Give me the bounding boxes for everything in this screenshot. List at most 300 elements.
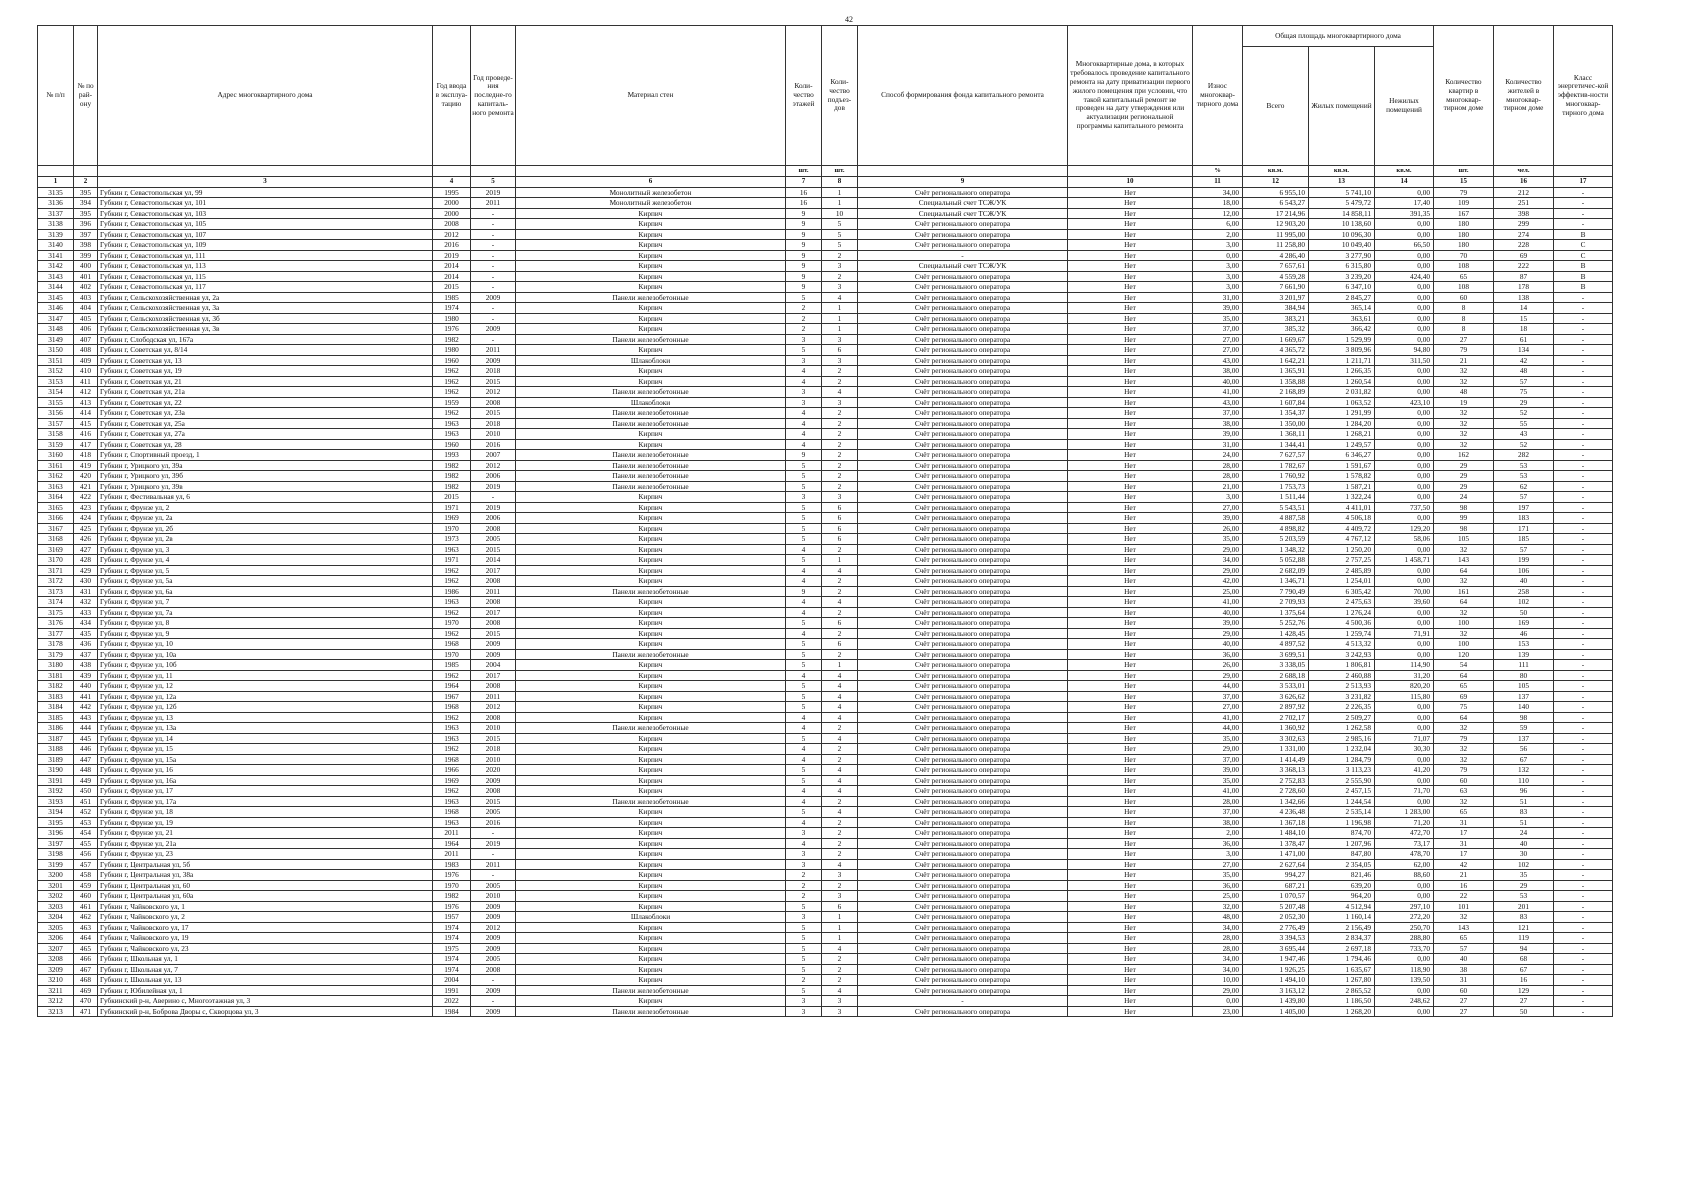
cell-year-built: 1962: [433, 607, 471, 618]
cell-residents: 51: [1494, 796, 1554, 807]
cell-area-total: 7 627,57: [1243, 450, 1309, 461]
column-numbers-row: [38, 177, 1613, 188]
cell-district-number: 449: [74, 775, 98, 786]
cell-row-number: 3147: [38, 313, 74, 324]
cell-wear: 31,00: [1193, 439, 1243, 450]
table-row: [38, 943, 1613, 954]
cell-address: Губкин г, Школьная ул, 1: [98, 954, 433, 965]
table-row: [38, 471, 1613, 482]
cell-fund-method: Счёт регионального оператора: [858, 744, 1068, 755]
cell-residents: 87: [1494, 271, 1554, 282]
cell-wear: 39,00: [1193, 765, 1243, 776]
cell-address: Губкин г, Советская ул, 22: [98, 397, 433, 408]
cell-last-repair-year: 2019: [471, 481, 516, 492]
unit-cell: [433, 166, 471, 177]
cell-wear: 10,00: [1193, 975, 1243, 986]
cell-floors: 4: [786, 439, 822, 450]
cell-area-total: 5 207,48: [1243, 901, 1309, 912]
cell-area-residential: 2 460,88: [1309, 670, 1375, 681]
cell-area-total: 1 070,57: [1243, 891, 1309, 902]
cell-energy-class: -: [1554, 544, 1613, 555]
cell-district-number: 438: [74, 660, 98, 671]
cell-energy-class: -: [1554, 397, 1613, 408]
cell-wall-material: Шлакоблоки: [516, 912, 786, 923]
cell-year-built: 1974: [433, 964, 471, 975]
cell-floors: 9: [786, 229, 822, 240]
cell-last-repair-year: 2015: [471, 544, 516, 555]
cell-fund-method: Счёт регионального оператора: [858, 1006, 1068, 1017]
cell-row-number: 3198: [38, 849, 74, 860]
cell-wear: 38,00: [1193, 366, 1243, 377]
cell-apartments: 32: [1434, 429, 1494, 440]
cell-row-number: 3138: [38, 219, 74, 230]
cell-last-repair-year: 2010: [471, 891, 516, 902]
cell-repair-required: Нет: [1068, 586, 1193, 597]
cell-entrances: 1: [822, 324, 858, 335]
cell-district-number: 421: [74, 481, 98, 492]
cell-address: Губкин г, Фрунзе ул, 14: [98, 733, 433, 744]
cell-energy-class: -: [1554, 954, 1613, 965]
cell-floors: 4: [786, 628, 822, 639]
cell-area-residential: 1 244,54: [1309, 796, 1375, 807]
cell-year-built: 1962: [433, 387, 471, 398]
cell-row-number: 3159: [38, 439, 74, 450]
cell-floors: 2: [786, 891, 822, 902]
cell-wear: 2,00: [1193, 828, 1243, 839]
cell-district-number: 409: [74, 355, 98, 366]
cell-entrances: 3: [822, 996, 858, 1007]
cell-year-built: 1982: [433, 334, 471, 345]
cell-address: Губкин г, Фрунзе ул, 5: [98, 565, 433, 576]
cell-area-total: 1 344,41: [1243, 439, 1309, 450]
table-row: [38, 597, 1613, 608]
cell-area-total: 1 484,10: [1243, 828, 1309, 839]
cell-row-number: 3193: [38, 796, 74, 807]
cell-wall-material: Панели железобетонные: [516, 292, 786, 303]
cell-energy-class: -: [1554, 796, 1613, 807]
cell-repair-required: Нет: [1068, 198, 1193, 209]
cell-area-total: 2 627,64: [1243, 859, 1309, 870]
cell-area-residential: 1 260,54: [1309, 376, 1375, 387]
table-row: [38, 544, 1613, 555]
cell-row-number: 3146: [38, 303, 74, 314]
cell-residents: 102: [1494, 859, 1554, 870]
cell-last-repair-year: -: [471, 334, 516, 345]
cell-repair-required: Нет: [1068, 628, 1193, 639]
cell-row-number: 3208: [38, 954, 74, 965]
cell-wall-material: Кирпич: [516, 765, 786, 776]
cell-area-total: 1 405,00: [1243, 1006, 1309, 1017]
cell-area-total: 7 657,61: [1243, 261, 1309, 272]
cell-address: Губкин г, Фрунзе ул, 2а: [98, 513, 433, 524]
cell-energy-class: -: [1554, 996, 1613, 1007]
table-row: [38, 975, 1613, 986]
cell-year-built: 1974: [433, 954, 471, 965]
cell-fund-method: Счёт регионального оператора: [858, 471, 1068, 482]
cell-area-total: 1 439,80: [1243, 996, 1309, 1007]
cell-last-repair-year: -: [471, 271, 516, 282]
cell-wall-material: Кирпич: [516, 744, 786, 755]
cell-entrances: 3: [822, 397, 858, 408]
cell-floors: 4: [786, 786, 822, 797]
housing-register-table: [37, 25, 1613, 1017]
cell-energy-class: -: [1554, 523, 1613, 534]
cell-district-number: 454: [74, 828, 98, 839]
cell-entrances: 3: [822, 355, 858, 366]
cell-district-number: 466: [74, 954, 98, 965]
cell-area-total: 7 661,90: [1243, 282, 1309, 293]
cell-last-repair-year: 2020: [471, 765, 516, 776]
cell-row-number: 3211: [38, 985, 74, 996]
cell-address: Губкин г, Севастопольская ул, 103: [98, 208, 433, 219]
cell-apartments: 16: [1434, 880, 1494, 891]
table-row: [38, 639, 1613, 650]
cell-apartments: 60: [1434, 985, 1494, 996]
cell-wall-material: Кирпич: [516, 681, 786, 692]
cell-wear: 27,00: [1193, 859, 1243, 870]
table-row: [38, 534, 1613, 545]
cell-row-number: 3192: [38, 786, 74, 797]
cell-entrances: 3: [822, 891, 858, 902]
cell-repair-required: Нет: [1068, 744, 1193, 755]
cell-wall-material: Кирпич: [516, 838, 786, 849]
cell-floors: 9: [786, 450, 822, 461]
cell-wall-material: Кирпич: [516, 775, 786, 786]
cell-area-total: 1 375,64: [1243, 607, 1309, 618]
cell-row-number: 3171: [38, 565, 74, 576]
cell-repair-required: Нет: [1068, 691, 1193, 702]
cell-repair-required: Нет: [1068, 796, 1193, 807]
unit-cell: кв.м.: [1243, 166, 1309, 177]
cell-district-number: 420: [74, 471, 98, 482]
cell-address: Губкин г, Фрунзе ул, 12а: [98, 691, 433, 702]
cell-wall-material: Кирпич: [516, 576, 786, 587]
cell-row-number: 3185: [38, 712, 74, 723]
cell-entrances: 6: [822, 523, 858, 534]
cell-district-number: 397: [74, 229, 98, 240]
cell-energy-class: -: [1554, 387, 1613, 398]
cell-energy-class: -: [1554, 628, 1613, 639]
cell-area-residential: 1 266,35: [1309, 366, 1375, 377]
cell-repair-required: Нет: [1068, 271, 1193, 282]
cell-district-number: 410: [74, 366, 98, 377]
cell-floors: 9: [786, 261, 822, 272]
cell-residents: 53: [1494, 460, 1554, 471]
table-row: [38, 513, 1613, 524]
cell-area-residential: 10 096,30: [1309, 229, 1375, 240]
cell-floors: 5: [786, 943, 822, 954]
cell-floors: 4: [786, 670, 822, 681]
cell-area-total: 4 559,28: [1243, 271, 1309, 282]
cell-residents: 132: [1494, 765, 1554, 776]
cell-year-built: 1966: [433, 765, 471, 776]
cell-area-total: 1 354,37: [1243, 408, 1309, 419]
cell-address: Губкин г, Фрунзе ул, 5а: [98, 576, 433, 587]
cell-fund-method: Счёт регионального оператора: [858, 303, 1068, 314]
cell-wear: 27,00: [1193, 502, 1243, 513]
cell-area-residential: 2 031,82: [1309, 387, 1375, 398]
cell-area-residential: 1 291,99: [1309, 408, 1375, 419]
table-row: [38, 208, 1613, 219]
cell-fund-method: -: [858, 250, 1068, 261]
cell-wear: 29,00: [1193, 544, 1243, 555]
cell-year-built: 1974: [433, 303, 471, 314]
cell-area-total: 1 782,67: [1243, 460, 1309, 471]
cell-area-residential: 2 555,90: [1309, 775, 1375, 786]
cell-entrances: 6: [822, 618, 858, 629]
cell-area-total: 3 695,44: [1243, 943, 1309, 954]
unit-cell: кв.м.: [1309, 166, 1375, 177]
cell-wall-material: Панели железобетонные: [516, 408, 786, 419]
cell-fund-method: Счёт регионального оператора: [858, 481, 1068, 492]
cell-energy-class: -: [1554, 313, 1613, 324]
cell-floors: 9: [786, 250, 822, 261]
cell-area-residential: 1 259,74: [1309, 628, 1375, 639]
cell-residents: 129: [1494, 985, 1554, 996]
cell-district-number: 411: [74, 376, 98, 387]
cell-wear: 31,00: [1193, 292, 1243, 303]
cell-wear: 27,00: [1193, 702, 1243, 713]
cell-floors: 5: [786, 649, 822, 660]
cell-wall-material: Кирпич: [516, 313, 786, 324]
cell-row-number: 3170: [38, 555, 74, 566]
cell-area-total: 2 897,92: [1243, 702, 1309, 713]
cell-wear: 24,00: [1193, 450, 1243, 461]
cell-area-total: 2 702,17: [1243, 712, 1309, 723]
cell-repair-required: Нет: [1068, 513, 1193, 524]
cell-area-nonresidential: 0,00: [1375, 775, 1434, 786]
cell-repair-required: Нет: [1068, 775, 1193, 786]
cell-fund-method: Счёт регионального оператора: [858, 219, 1068, 230]
cell-district-number: 467: [74, 964, 98, 975]
cell-year-built: 1985: [433, 292, 471, 303]
cell-area-nonresidential: 0,00: [1375, 513, 1434, 524]
table-row: [38, 891, 1613, 902]
cell-area-residential: 1 196,98: [1309, 817, 1375, 828]
cell-area-total: 1 511,44: [1243, 492, 1309, 503]
unit-cell: [858, 166, 1068, 177]
cell-address: Губкин г, Фрунзе ул, 4: [98, 555, 433, 566]
cell-row-number: 3176: [38, 618, 74, 629]
cell-floors: 5: [786, 460, 822, 471]
cell-area-residential: 964,20: [1309, 891, 1375, 902]
cell-area-residential: 1 249,57: [1309, 439, 1375, 450]
cell-entrances: 3: [822, 334, 858, 345]
cell-wall-material: Кирпич: [516, 880, 786, 891]
unit-cell: шт.: [1434, 166, 1494, 177]
cell-address: Губкин г, Слободская ул, 167а: [98, 334, 433, 345]
cell-wall-material: Панели железобетонные: [516, 796, 786, 807]
cell-wear: 36,00: [1193, 838, 1243, 849]
cell-year-built: 1959: [433, 397, 471, 408]
cell-area-residential: 4 411,01: [1309, 502, 1375, 513]
cell-wear: 29,00: [1193, 985, 1243, 996]
cell-address: Губкин г, Фрунзе ул, 23: [98, 849, 433, 860]
cell-entrances: 2: [822, 607, 858, 618]
cell-area-total: 1 642,21: [1243, 355, 1309, 366]
cell-area-total: 6 543,27: [1243, 198, 1309, 209]
table-row: [38, 754, 1613, 765]
cell-fund-method: Счёт регионального оператора: [858, 691, 1068, 702]
cell-wear: 37,00: [1193, 408, 1243, 419]
cell-entrances: 2: [822, 796, 858, 807]
header-wall-material: Материал стен: [516, 26, 786, 166]
cell-area-residential: 1 232,04: [1309, 744, 1375, 755]
column-number-cell: 8: [822, 177, 858, 188]
cell-apartments: 19: [1434, 397, 1494, 408]
cell-year-built: 1976: [433, 901, 471, 912]
cell-area-residential: 4 512,94: [1309, 901, 1375, 912]
cell-area-nonresidential: 0,00: [1375, 544, 1434, 555]
cell-floors: 9: [786, 240, 822, 251]
column-number-cell: 12: [1243, 177, 1309, 188]
cell-wear: 28,00: [1193, 796, 1243, 807]
cell-residents: 52: [1494, 408, 1554, 419]
cell-entrances: 1: [822, 313, 858, 324]
cell-fund-method: Счёт регионального оператора: [858, 891, 1068, 902]
cell-district-number: 426: [74, 534, 98, 545]
cell-energy-class: -: [1554, 460, 1613, 471]
cell-district-number: 437: [74, 649, 98, 660]
cell-area-residential: 1 211,71: [1309, 355, 1375, 366]
cell-fund-method: Счёт регионального оператора: [858, 555, 1068, 566]
cell-fund-method: Счёт регионального оператора: [858, 586, 1068, 597]
cell-area-total: 4 887,58: [1243, 513, 1309, 524]
cell-energy-class: -: [1554, 481, 1613, 492]
table-row: [38, 198, 1613, 209]
cell-district-number: 462: [74, 912, 98, 923]
cell-repair-required: Нет: [1068, 723, 1193, 734]
cell-area-total: 5 052,88: [1243, 555, 1309, 566]
cell-entrances: 2: [822, 744, 858, 755]
cell-wall-material: Панели железобетонные: [516, 387, 786, 398]
cell-district-number: 412: [74, 387, 98, 398]
header-residents: Количество жителей в многоквар-тирном доме: [1494, 26, 1554, 166]
cell-apartments: 60: [1434, 292, 1494, 303]
cell-district-number: 400: [74, 261, 98, 272]
cell-area-residential: 2 475,63: [1309, 597, 1375, 608]
cell-repair-required: Нет: [1068, 376, 1193, 387]
cell-last-repair-year: -: [471, 870, 516, 881]
cell-floors: 2: [786, 324, 822, 335]
cell-entrances: 5: [822, 219, 858, 230]
cell-last-repair-year: 2019: [471, 187, 516, 198]
cell-address: Губкин г, Фрунзе ул, 10а: [98, 649, 433, 660]
cell-area-total: 1 358,88: [1243, 376, 1309, 387]
cell-area-total: 1 753,73: [1243, 481, 1309, 492]
cell-wear: 12,00: [1193, 208, 1243, 219]
cell-row-number: 3194: [38, 807, 74, 818]
cell-address: Губкин г, Советская ул, 8/14: [98, 345, 433, 356]
cell-address: Губкин г, Школьная ул, 13: [98, 975, 433, 986]
cell-repair-required: Нет: [1068, 964, 1193, 975]
cell-residents: 14: [1494, 303, 1554, 314]
cell-entrances: 2: [822, 418, 858, 429]
cell-area-total: 1 331,00: [1243, 744, 1309, 755]
cell-floors: 5: [786, 618, 822, 629]
cell-last-repair-year: 2006: [471, 471, 516, 482]
cell-energy-class: -: [1554, 975, 1613, 986]
cell-residents: 83: [1494, 912, 1554, 923]
column-number-cell: 17: [1554, 177, 1613, 188]
cell-apartments: 99: [1434, 513, 1494, 524]
cell-energy-class: -: [1554, 681, 1613, 692]
cell-residents: 15: [1494, 313, 1554, 324]
cell-wear: 28,00: [1193, 933, 1243, 944]
cell-last-repair-year: 2019: [471, 838, 516, 849]
cell-area-total: 2 682,09: [1243, 565, 1309, 576]
cell-floors: 3: [786, 912, 822, 923]
cell-area-total: 2 752,83: [1243, 775, 1309, 786]
cell-wall-material: Панели железобетонные: [516, 649, 786, 660]
cell-apartments: 32: [1434, 744, 1494, 755]
cell-last-repair-year: 2009: [471, 639, 516, 650]
cell-fund-method: Счёт регионального оператора: [858, 607, 1068, 618]
cell-row-number: 3163: [38, 481, 74, 492]
table-row: [38, 744, 1613, 755]
cell-repair-required: Нет: [1068, 334, 1193, 345]
cell-floors: 3: [786, 859, 822, 870]
cell-wall-material: Кирпич: [516, 544, 786, 555]
cell-wear: 37,00: [1193, 324, 1243, 335]
column-number-cell: 13: [1309, 177, 1375, 188]
table-row: [38, 796, 1613, 807]
cell-area-total: 1 428,45: [1243, 628, 1309, 639]
cell-row-number: 3169: [38, 544, 74, 555]
cell-fund-method: Счёт регионального оператора: [858, 807, 1068, 818]
cell-entrances: 6: [822, 639, 858, 650]
cell-floors: 3: [786, 492, 822, 503]
cell-row-number: 3186: [38, 723, 74, 734]
cell-last-repair-year: 2011: [471, 586, 516, 597]
cell-entrances: 4: [822, 292, 858, 303]
cell-wear: 29,00: [1193, 744, 1243, 755]
column-number-cell: 11: [1193, 177, 1243, 188]
cell-repair-required: Нет: [1068, 355, 1193, 366]
cell-residents: 138: [1494, 292, 1554, 303]
cell-row-number: 3210: [38, 975, 74, 986]
cell-floors: 4: [786, 607, 822, 618]
cell-repair-required: Нет: [1068, 565, 1193, 576]
cell-area-residential: 365,14: [1309, 303, 1375, 314]
cell-residents: 212: [1494, 187, 1554, 198]
cell-wear: 35,00: [1193, 870, 1243, 881]
table-row: [38, 618, 1613, 629]
cell-last-repair-year: 2009: [471, 775, 516, 786]
cell-wall-material: Кирпич: [516, 345, 786, 356]
cell-address: Губкин г, Советская ул, 21: [98, 376, 433, 387]
cell-wall-material: Кирпич: [516, 691, 786, 702]
cell-row-number: 3136: [38, 198, 74, 209]
table-row: [38, 555, 1613, 566]
cell-energy-class: -: [1554, 964, 1613, 975]
cell-wall-material: Кирпич: [516, 964, 786, 975]
cell-entrances: 4: [822, 565, 858, 576]
cell-fund-method: Специальный счет ТСЖ/УК: [858, 261, 1068, 272]
cell-area-residential: 4 500,36: [1309, 618, 1375, 629]
cell-entrances: 2: [822, 439, 858, 450]
cell-district-number: 430: [74, 576, 98, 587]
cell-address: Губкин г, Советская ул, 21а: [98, 387, 433, 398]
cell-district-number: 469: [74, 985, 98, 996]
cell-repair-required: Нет: [1068, 891, 1193, 902]
cell-wall-material: Кирпич: [516, 261, 786, 272]
cell-apartments: 65: [1434, 681, 1494, 692]
cell-area-nonresidential: 0,00: [1375, 334, 1434, 345]
cell-area-nonresidential: 0,00: [1375, 754, 1434, 765]
cell-last-repair-year: 2008: [471, 786, 516, 797]
cell-address: Губкин г, Школьная ул, 7: [98, 964, 433, 975]
